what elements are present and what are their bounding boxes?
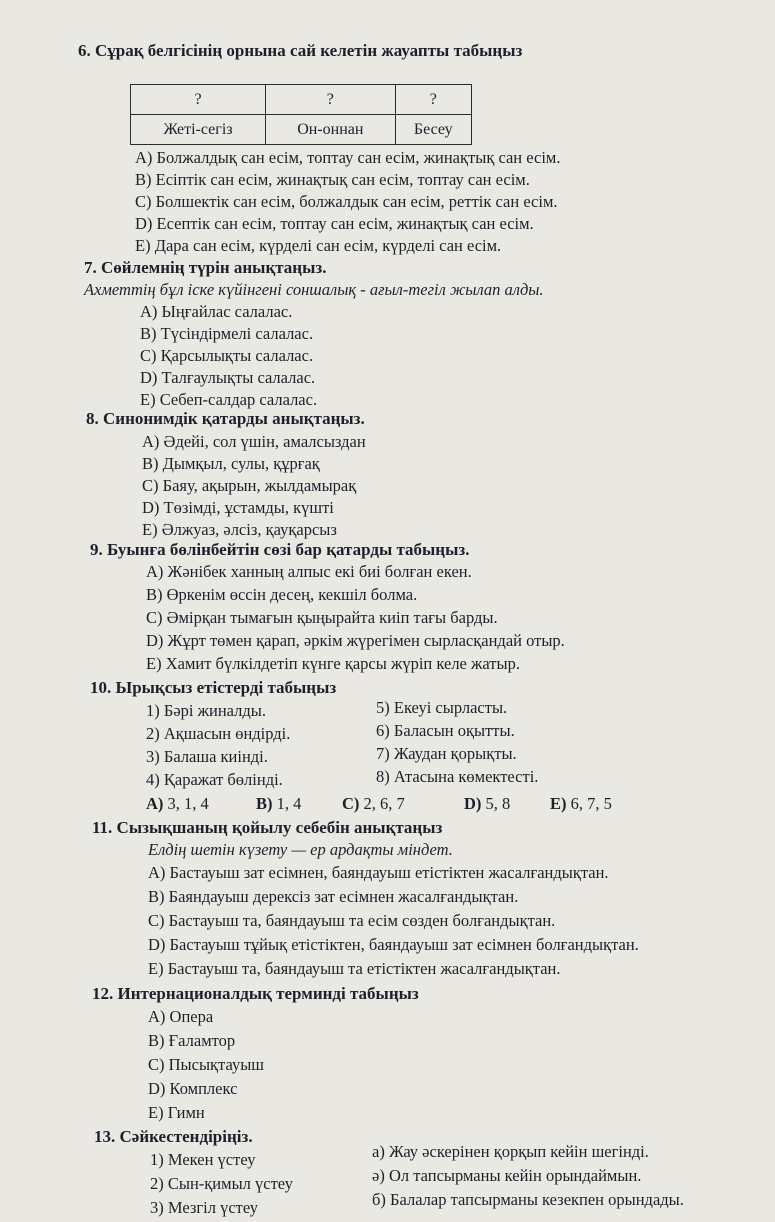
answer-option-b[interactable] (256, 794, 301, 814)
match-left-item[interactable]: 2) Сын-қимыл үстеу (150, 1174, 293, 1193)
answer-option[interactable]: В) Өркенім өссін десең, кекшіл болма. (146, 585, 418, 604)
answer-option[interactable]: D) Комплекс (148, 1079, 238, 1098)
answer-option[interactable]: А) Бастауыш зат есімнен, баяндауыш етістіктен жасалғандықтан. (148, 863, 609, 882)
match-right-item[interactable]: а) Жау әскерінен қорқып кейін шегінді. (372, 1142, 649, 1161)
answer-option[interactable]: Е) Әлжуаз, әлсіз, қауқарсыз (142, 520, 337, 539)
answer-letter: С) (342, 794, 360, 813)
answer-option[interactable]: А) Ыңғайлас салалас. (140, 302, 293, 321)
statement-item: 1) Бәрі жиналды. (146, 701, 266, 720)
table-header-cell: ? (131, 85, 266, 115)
answer-text: 3, 1, 4 (167, 794, 209, 813)
answer-option[interactable]: В) Есіптік сан есім, жинақтық сан есім, топтау сан есім. (135, 170, 530, 189)
answer-option[interactable]: С) Бастауыш та, баяндауыш та есім сөзден болғандықтан. (148, 911, 556, 930)
statement-item: 5) Екеуі сырласты. (376, 698, 508, 717)
question-6-table (130, 84, 472, 145)
answer-option[interactable]: D) Талғаулықты салалас. (140, 368, 316, 387)
table-header-cell: ? (266, 85, 395, 115)
answer-option[interactable]: Е) Хамит бүлкілдетіп күнге қарсы жүріп келе жатыр. (146, 654, 520, 673)
question-12-title: 12. Интернационалдық терминді табыңыз (92, 984, 419, 1003)
question-6-title: 6. Сұрақ белгісінің орнына сай келетін жауапты табыңыз (78, 41, 523, 60)
question-10-title: 10. Ырықсыз етістерді табыңыз (90, 678, 337, 697)
answer-option-e[interactable] (550, 794, 612, 814)
answer-option[interactable]: В) Ғаламтор (148, 1031, 236, 1050)
question-9-title: 9. Буынға бөлінбейтін сөзі бар қатарды табыңыз. (90, 540, 470, 559)
answer-text: 1, 4 (276, 794, 302, 813)
question-11-title: 11. Сызықшаның қойылу себебін анықтаңыз (92, 818, 443, 837)
answer-option[interactable]: С) Баяу, ақырын, жылдамырақ (142, 476, 357, 495)
statement-item: 2) Ақшасын өндірді. (146, 724, 291, 743)
answer-option[interactable]: Е) Себеп-салдар салалас. (140, 390, 318, 409)
statement-item: 3) Балаша киінді. (146, 747, 268, 766)
match-left-item[interactable]: 3) Мезгіл үстеу (150, 1198, 259, 1217)
question-7-title: 7. Сөйлемнің түрін анықтаңыз. (84, 258, 327, 277)
statement-item: 6) Баласын оқытты. (376, 721, 515, 740)
match-right-item[interactable]: б) Балалар тапсырманы кезекпен орындады. (372, 1190, 684, 1209)
answer-text: 2, 6, 7 (363, 794, 405, 813)
answer-letter: D) (464, 794, 482, 813)
answer-text: 6, 7, 5 (570, 794, 612, 813)
answer-option[interactable]: С) Қарсылықты салалас. (140, 346, 314, 365)
table-header-cell: ? (395, 85, 471, 115)
table-cell: Бесеу (395, 115, 471, 145)
answer-option[interactable]: D) Жұрт төмен қарап, әркім жүрегімен сырласқандай отыр. (146, 631, 565, 650)
answer-option[interactable]: В) Баяндауыш дерексіз зат есімнен жасалғандықтан. (148, 887, 519, 906)
table-cell: Он-оннан (266, 115, 395, 145)
answer-option-c[interactable] (342, 794, 405, 814)
answer-option[interactable]: D) Есептік сан есім, топтау сан есім, жинақтық сан есім. (135, 214, 534, 233)
answer-letter: А) (146, 794, 164, 813)
statement-item: 8) Атасына көмектесті. (376, 767, 539, 786)
answer-option[interactable]: D) Төзімді, ұстамды, күшті (142, 498, 334, 517)
answer-option[interactable]: D) Бастауыш тұйық етістіктен, баяндауыш зат есімнен болғандықтан. (148, 935, 639, 954)
answer-option[interactable]: В) Дымқыл, сулы, құрғақ (142, 454, 320, 473)
question-8-title: 8. Синонимдік қатарды анықтаңыз. (86, 409, 365, 428)
question-11-sentence: Елдің шетін күзету — ер ардақты міндет. (148, 840, 453, 859)
answer-option[interactable]: С) Әмірқан тымағын қыңырайта киіп тағы барды. (146, 608, 498, 627)
answer-option[interactable]: Е) Гимн (148, 1103, 205, 1122)
table-cell: Жеті-сегіз (131, 115, 266, 145)
statement-item: 4) Қаражат бөлінді. (146, 770, 283, 789)
answer-option[interactable]: С) Болшектік сан есім, болжалдык сан есім, реттік сан есім. (135, 192, 558, 211)
question-13-title: 13. Сәйкестендіріңіз. (94, 1127, 253, 1146)
answer-option[interactable]: А) Опера (148, 1007, 214, 1026)
answer-option[interactable]: Е) Бастауыш та, баяндауыш та етістіктен жасалғандықтан. (148, 959, 561, 978)
answer-option[interactable]: А) Жәнібек ханның алпыс екі биі болған екен. (146, 562, 472, 581)
answer-option[interactable]: А) Болжалдық сан есім, топтау сан есім, жинақтық сан есім. (135, 148, 561, 167)
question-7-sentence: Ахметтің бұл іске күйінгені соншалық - ағыл-тегіл жылап алды. (84, 280, 544, 299)
statement-item: 7) Жаудан қорықты. (376, 744, 517, 763)
answer-option[interactable]: А) Әдейі, сол үшін, амалсыздан (142, 432, 366, 451)
answer-text: 5, 8 (485, 794, 511, 813)
answer-option[interactable]: Е) Дара сан есім, күрделі сан есім, күрделі сан есім. (135, 236, 502, 255)
answer-letter: В) (256, 794, 273, 813)
match-right-item[interactable]: ә) Ол тапсырманы кейін орындаймын. (372, 1166, 642, 1185)
answer-option[interactable]: В) Түсіндірмелі салалас. (140, 324, 314, 343)
answer-letter: Е) (550, 794, 567, 813)
answer-option-a[interactable] (146, 794, 209, 814)
answer-option[interactable]: С) Пысықтауыш (148, 1055, 264, 1074)
match-left-item[interactable]: 1) Мекен үстеу (150, 1150, 256, 1169)
answer-option-d[interactable] (464, 794, 510, 814)
